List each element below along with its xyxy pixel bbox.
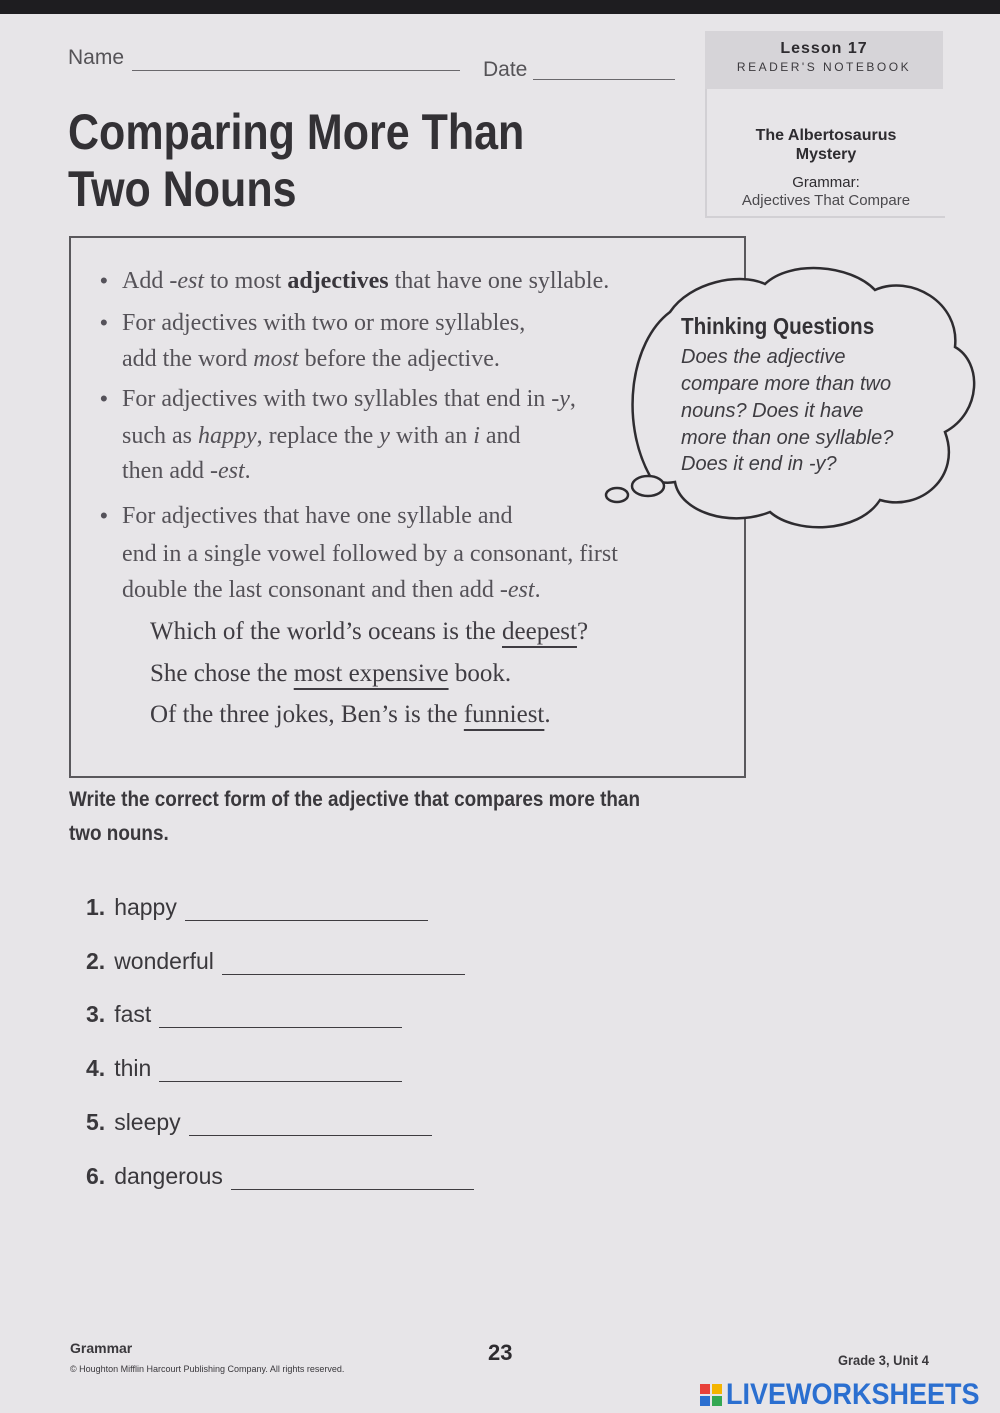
name-label: Name — [68, 46, 125, 69]
grammar-label: Grammar: — [792, 174, 860, 191]
answer-field[interactable] — [222, 952, 465, 975]
name-field[interactable] — [132, 70, 460, 71]
liveworksheets-logo-icon — [700, 1384, 722, 1406]
rule-3-line: For adjectives with two syllables that end in -y, — [122, 386, 576, 412]
thought-bubble — [632, 476, 664, 496]
page-title-line: Comparing More Than — [68, 104, 525, 160]
date-label: Date — [483, 58, 528, 81]
thinking-question-line: Does the adjective — [681, 346, 846, 368]
exercise-item — [86, 1109, 432, 1136]
example-adjective: deepest — [502, 618, 577, 645]
item-word: happy — [114, 894, 177, 920]
grammar-topic: Adjectives That Compare — [741, 192, 911, 209]
answer-field[interactable] — [185, 898, 428, 921]
grade-unit: Grade 3, Unit 4 — [838, 1352, 929, 1368]
answer-field[interactable] — [159, 1059, 402, 1082]
answer-field[interactable] — [231, 1167, 474, 1190]
item-word: thin — [114, 1055, 152, 1081]
instructions-line: Write the correct form of the adjective that compares more than — [69, 788, 640, 811]
example-adjective: funniest — [463, 701, 545, 728]
liveworksheets-wordmark: LIVEWORKSHEETS — [726, 1378, 980, 1411]
thinking-question-line: more than one syllable? — [681, 427, 894, 449]
item-word: fast — [114, 1001, 152, 1027]
answer-field[interactable] — [189, 1113, 432, 1136]
thinking-question-line: Does it end in -y? — [681, 453, 837, 475]
item-word: sleepy — [114, 1109, 181, 1135]
item-word: wonderful — [114, 948, 214, 974]
bullet-icon: • — [100, 310, 108, 335]
item-number: 1. — [86, 894, 106, 920]
story-title-line: Mystery — [795, 146, 857, 163]
lesson-number: Lesson 17 — [780, 40, 868, 57]
exercise-item — [86, 1001, 402, 1028]
page-title-line: Two Nouns — [68, 161, 297, 217]
thinking-question-line: compare more than two — [681, 373, 892, 395]
item-number: 5. — [86, 1109, 106, 1135]
rule-3-line: such as happy, replace the y with an i and — [122, 423, 521, 449]
exercise-item — [86, 1055, 402, 1082]
rule-4-line: end in a single vowel followed by a consonant, first — [122, 541, 618, 567]
answer-field[interactable] — [159, 1005, 402, 1028]
thinking-question-line: nouns? Does it have — [681, 400, 864, 422]
footer-section: Grammar — [70, 1340, 133, 1356]
bullet-icon: • — [100, 386, 108, 411]
thinking-questions-title: Thinking Questions — [681, 313, 875, 339]
exercise-item — [86, 948, 465, 975]
example-adjective: most expensive — [293, 660, 449, 687]
item-word: dangerous — [114, 1163, 223, 1189]
date-field[interactable] — [533, 79, 675, 80]
thought-bubble — [606, 488, 628, 502]
exercise-item — [86, 1163, 474, 1190]
rule-1: Add -est to most adjectives that have one syllable. — [122, 268, 610, 294]
bullet-icon: • — [100, 268, 108, 293]
item-number: 4. — [86, 1055, 106, 1081]
item-number: 6. — [86, 1163, 106, 1189]
story-title-line: The Albertosaurus — [755, 127, 897, 144]
exercise-item — [86, 894, 428, 921]
example-sentence: Which of the world’s oceans is the deepest? — [150, 618, 589, 645]
page-title — [68, 104, 524, 218]
item-number: 2. — [86, 948, 106, 974]
example-sentence: Of the three jokes, Ben’s is the funniest. — [150, 701, 551, 728]
story-info — [705, 89, 945, 218]
rule-4-line: double the last consonant and then add -est. — [122, 577, 541, 603]
notebook-label: READER'S NOTEBOOK — [736, 60, 912, 74]
item-number: 3. — [86, 1001, 106, 1027]
bullet-icon: • — [100, 503, 108, 528]
liveworksheets-logo — [700, 1378, 1000, 1412]
footer-copyright: © Houghton Mifflin Harcourt Publishing Company. All rights reserved. — [70, 1364, 345, 1374]
rule-4-line: For adjectives that have one syllable and — [122, 503, 513, 529]
rule-2-line: For adjectives with two or more syllables, — [122, 310, 526, 336]
story-title — [707, 126, 945, 164]
rule-3-line: then add -est. — [122, 458, 251, 484]
page-number: 23 — [488, 1340, 513, 1365]
instructions-line: two nouns. — [69, 822, 169, 845]
lesson-badge — [705, 31, 943, 89]
scan-top-edge — [0, 0, 1000, 14]
rule-2-line: add the word most before the adjective. — [122, 346, 500, 372]
example-sentence: She chose the most expensive book. — [150, 660, 512, 687]
